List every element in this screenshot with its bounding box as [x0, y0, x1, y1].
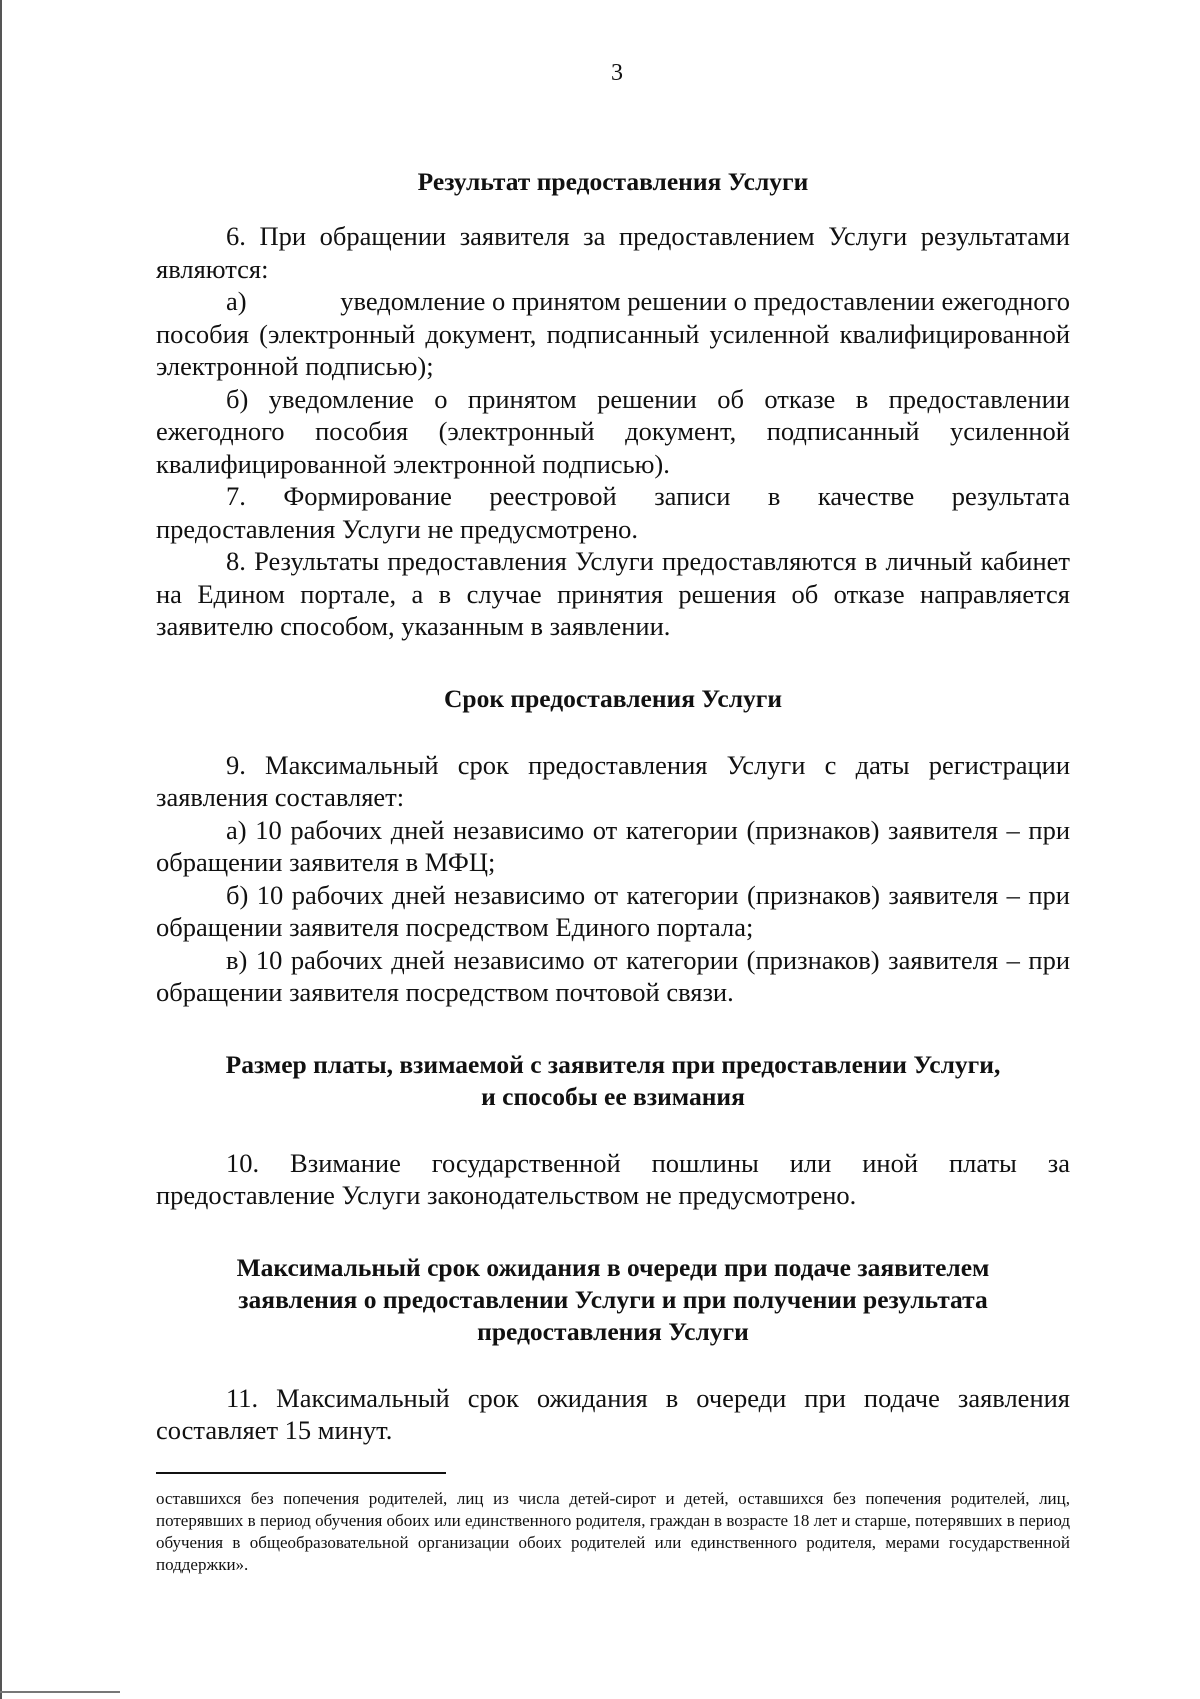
paragraph-6a-marker: а) [226, 286, 247, 316]
section-heading-fee [156, 1049, 1070, 1113]
section-heading-queue [156, 1252, 1070, 1348]
scan-edge-left [0, 0, 2, 1699]
paragraph-6a-rest: пособия (электронный документ, подписанный усиленной квалифицированной электронной подписью); [156, 318, 1070, 381]
footnote [156, 1488, 1070, 1576]
document-body [156, 166, 1070, 1447]
section-heading-queue-line-3: предоставления Услуги [477, 1316, 749, 1346]
footnote-separator [156, 1472, 446, 1474]
section-heading-result: Результат предоставления Услуги [417, 167, 809, 196]
section-result [156, 166, 1070, 643]
paragraph-6a-first-line [156, 285, 1070, 318]
section-heading-fee-line-1: Размер платы, взимаемой с заявителя при предоставлении Услуги, [225, 1049, 1001, 1079]
paragraph-7: 7. Формирование реестровой записи в качестве результата предоставления Услуги не предусмотрено. [156, 481, 1070, 544]
paragraph-9c: в) 10 рабочих дней независимо от категории (признаков) заявителя – при обращении заявителя посредством почтовой связи. [156, 944, 1070, 1007]
paragraph-6a-first-text: уведомление о принятом решении о предоставлении ежегодного [340, 286, 1070, 316]
section-fee [156, 1049, 1070, 1212]
section-term [156, 683, 1070, 1009]
paragraph-6: 6. При обращении заявителя за предоставлением Услуги результатами являются: [156, 221, 1070, 284]
page-number: 3 [611, 60, 623, 86]
section-heading-queue-line-1: Максимальный срок ожидания в очереди при подаче заявителем [236, 1252, 990, 1282]
scan-edge-bottom [0, 1691, 120, 1693]
paragraph-6b: б) уведомление о принятом решении об отказе в предоставлении ежегодного пособия (электронный документ, подписанный усиленной квалифицированной электронной подписью). [156, 383, 1070, 479]
paragraph-9b: б) 10 рабочих дней независимо от категории (признаков) заявителя – при обращении заявителя посредством Единого портала; [156, 879, 1070, 942]
section-heading-queue-line-2: заявления о предоставлении Услуги и при получении результата [238, 1284, 988, 1314]
paragraph-9a: а) 10 рабочих дней независимо от категории (признаков) заявителя – при обращении заявителя в МФЦ; [156, 814, 1070, 877]
paragraph-11: 11. Максимальный срок ожидания в очереди при подаче заявления составляет 15 минут. [156, 1382, 1070, 1445]
section-queue [156, 1252, 1070, 1447]
paragraph-9: 9. Максимальный срок предоставления Услуги с даты регистрации заявления составляет: [156, 749, 1070, 812]
section-heading-fee-line-2: и способы ее взимания [481, 1081, 745, 1111]
footnote-text: оставшихся без попечения родителей, лиц из числа детей-сирот и детей, оставшихся без попечения родителей, лиц, потерявших в период обучения обоих или единственного родителя, граждан в возрасте 18 лет и старше, потерявших в период обучения в общеобразовательной организации обоих родителей или единственного родителя, мерами государственной поддержки». [156, 1489, 1070, 1574]
section-heading-term: Срок предоставления Услуги [443, 683, 783, 713]
paragraph-10: 10. Взимание государственной пошлины или иной платы за предоставление Услуги законодательством не предусмотрено. [156, 1147, 1070, 1210]
paragraph-8: 8. Результаты предоставления Услуги предоставляются в личный кабинет на Едином портале, а в случае принятия решения об отказе направляется заявителю способом, указанным в заявлении. [156, 546, 1070, 641]
